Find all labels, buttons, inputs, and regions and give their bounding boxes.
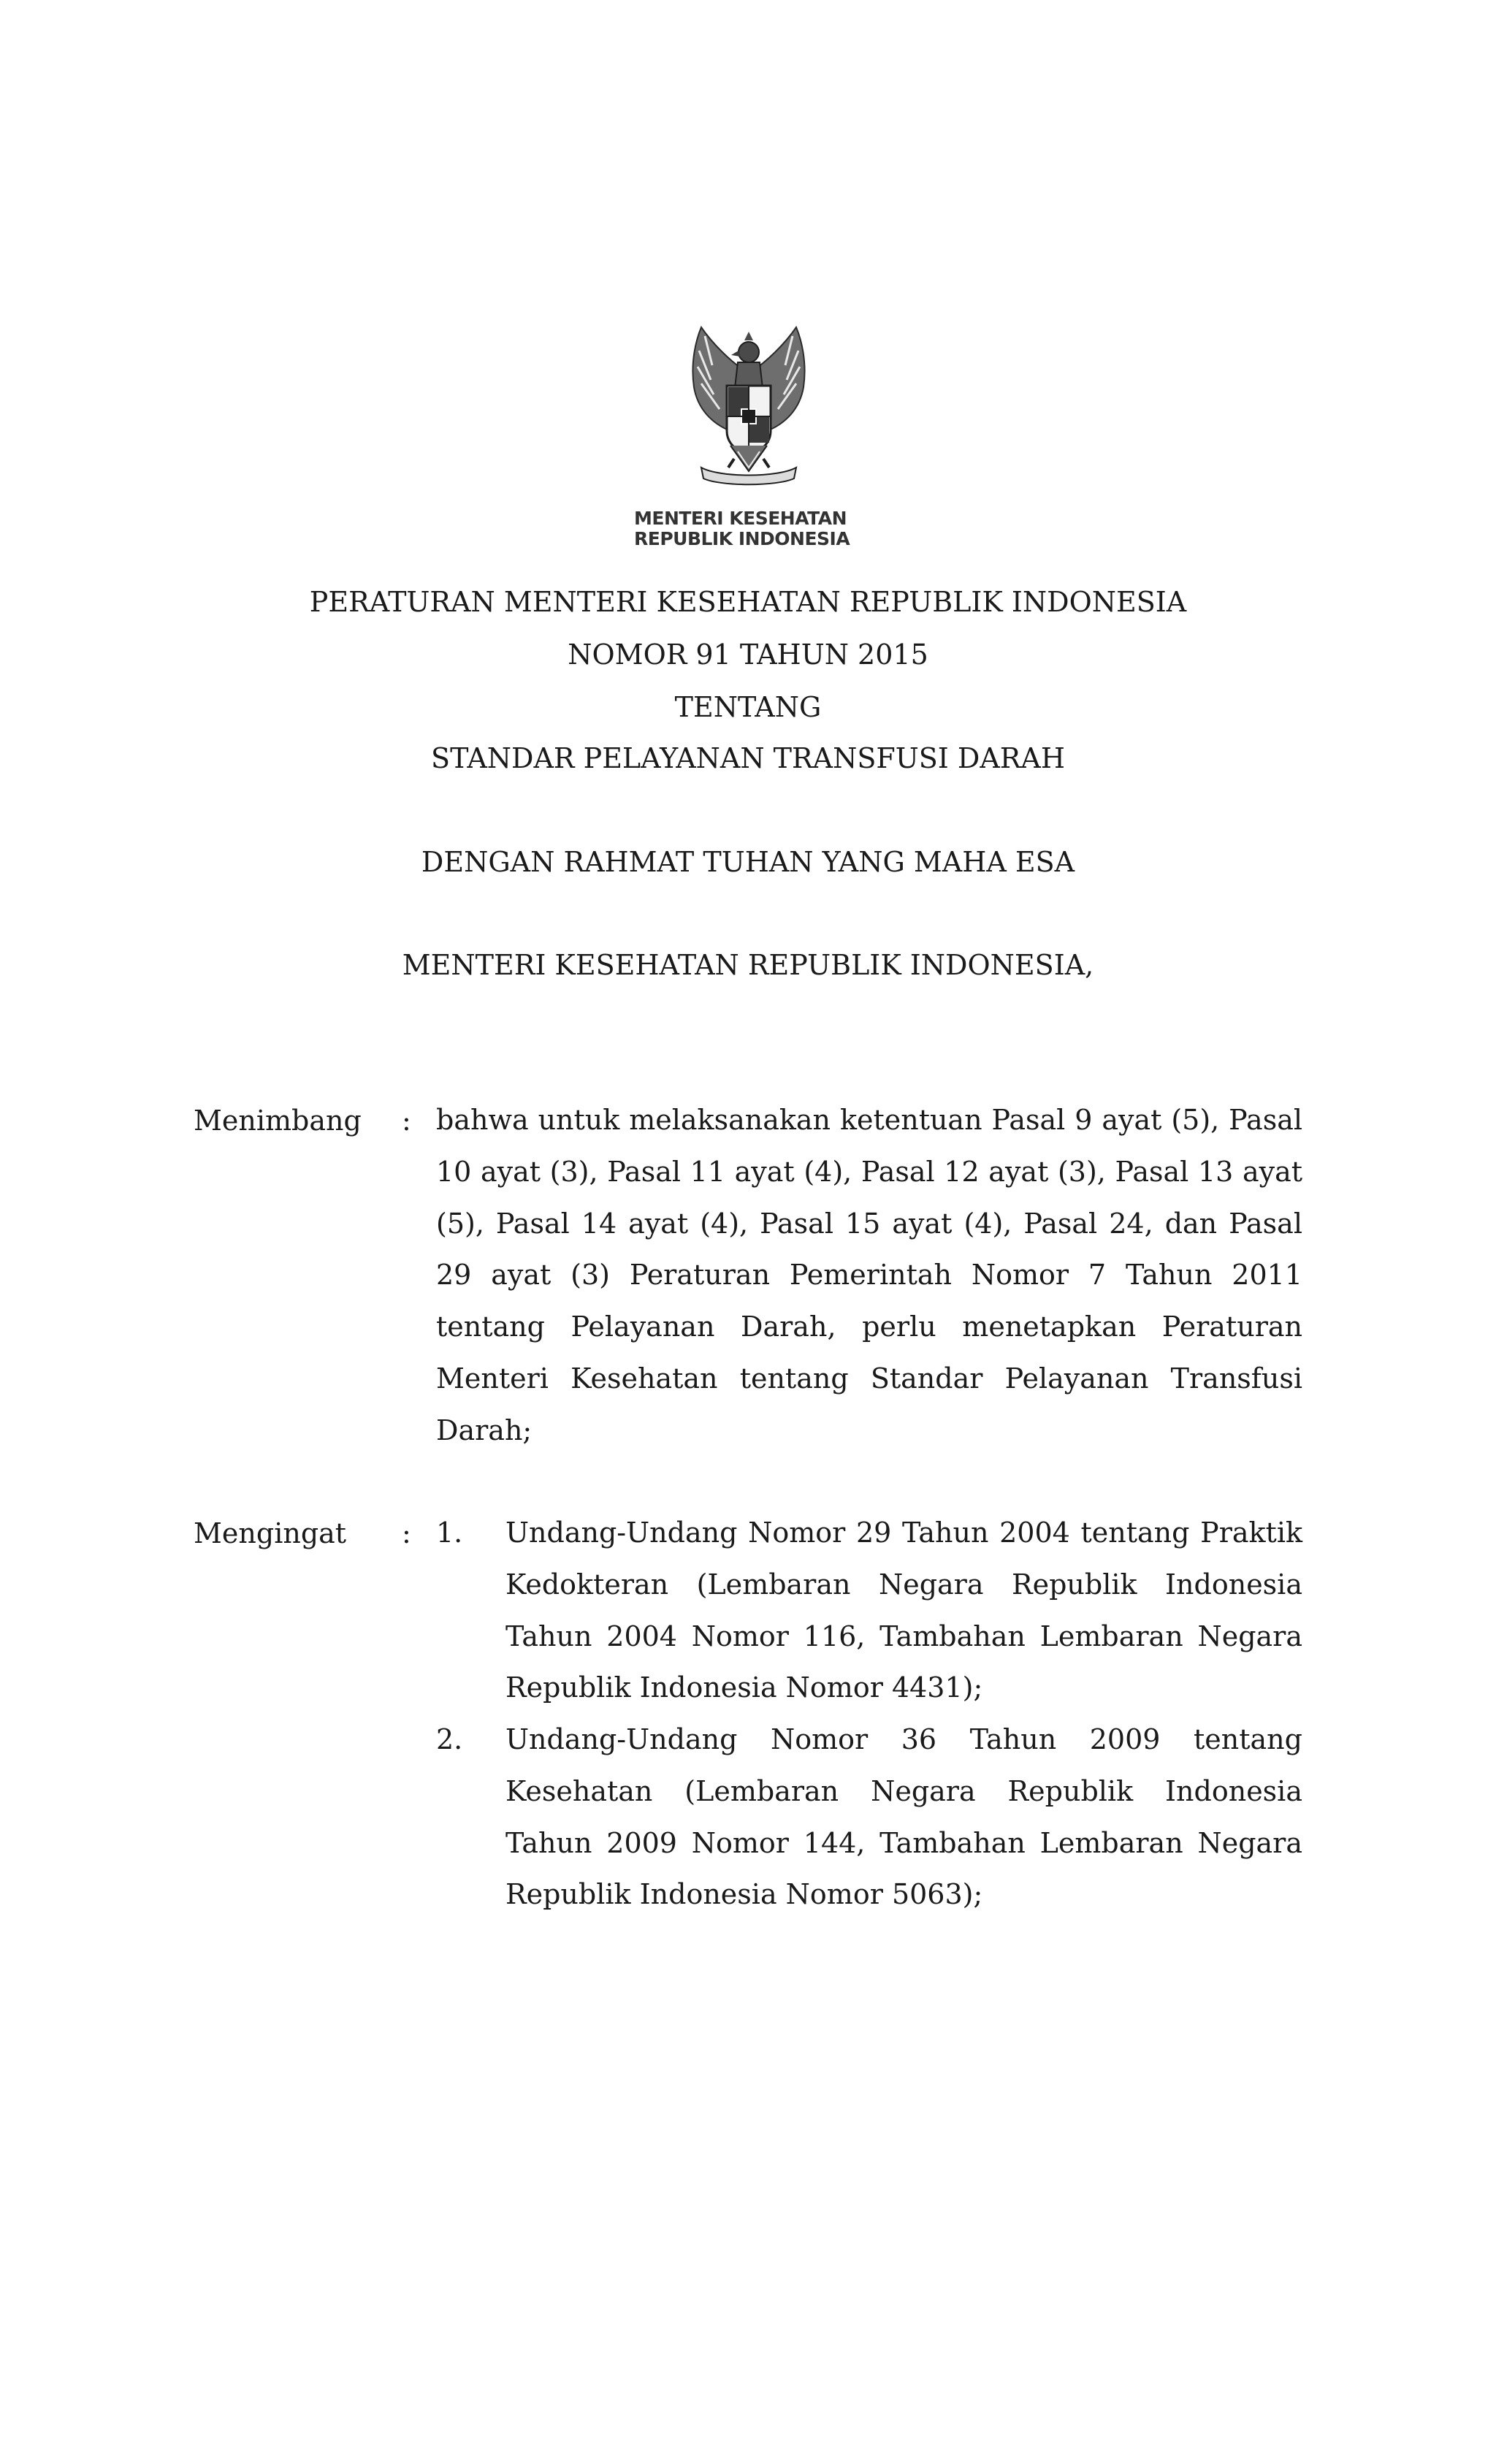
issuer-line: MENTERI KESEHATAN REPUBLIK INDONESIA,: [402, 949, 1094, 981]
regulation-about: TENTANG: [674, 691, 822, 723]
regulation-number: NOMOR 91 TAHUN 2015: [568, 638, 928, 671]
menimbang-label: Menimbang: [194, 1105, 362, 1137]
emblem-caption: [634, 508, 868, 549]
regulation-title: PERATURAN MENTERI KESEHATAN REPUBLIK INDONESIA: [309, 586, 1187, 618]
mengingat-item-number: 2.: [436, 1723, 463, 1755]
emblem-caption-line2: REPUBLIK INDONESIA: [634, 528, 850, 549]
blessing-line: DENGAN RAHMAT TUHAN YANG MAHA ESA: [421, 846, 1075, 878]
mengingat-item-text: Undang-Undang Nomor 36 Tahun 2009 tentang Kesehatan (Lembaran Negara Republik Indonesia Tahun 2009 Nomor 144, Tambahan Lembaran Negara Republik Indonesia Nomor 5063);: [505, 1723, 1302, 1911]
garuda-emblem-icon: [661, 321, 836, 489]
mengingat-item-number: 1.: [436, 1517, 463, 1549]
menimbang-text: bahwa untuk melaksanakan ketentuan Pasal 9 ayat (5), Pasal 10 ayat (3), Pasal 11 ayat (4), Pasal 12 ayat (3), Pasal 13 ayat (5), Pasal 14 ayat (4), Pasal 15 ayat (4), Pasal 24, dan Pasal 29 ayat (3) Peraturan Pemerintah Nomor 7 Tahun 2011 tentang Pelayanan Darah, perlu menetapkan Peraturan Menteri Kesehatan tentang Standar Pelayanan Transfusi Darah;: [436, 1104, 1302, 1446]
mengingat-item-text: Undang-Undang Nomor 29 Tahun 2004 tentang Praktik Kedokteran (Lembaran Negara Republik Indonesia Tahun 2004 Nomor 116, Tambahan Lembaran Negara Republik Indonesia Nomor 4431);: [505, 1517, 1302, 1704]
emblem-caption-line1: MENTERI KESEHATAN: [634, 508, 847, 529]
mengingat-label: Mengingat: [194, 1517, 347, 1549]
regulation-subject: STANDAR PELAYANAN TRANSFUSI DARAH: [431, 742, 1065, 774]
mengingat-colon: :: [402, 1517, 411, 1549]
menimbang-colon: :: [402, 1105, 411, 1137]
